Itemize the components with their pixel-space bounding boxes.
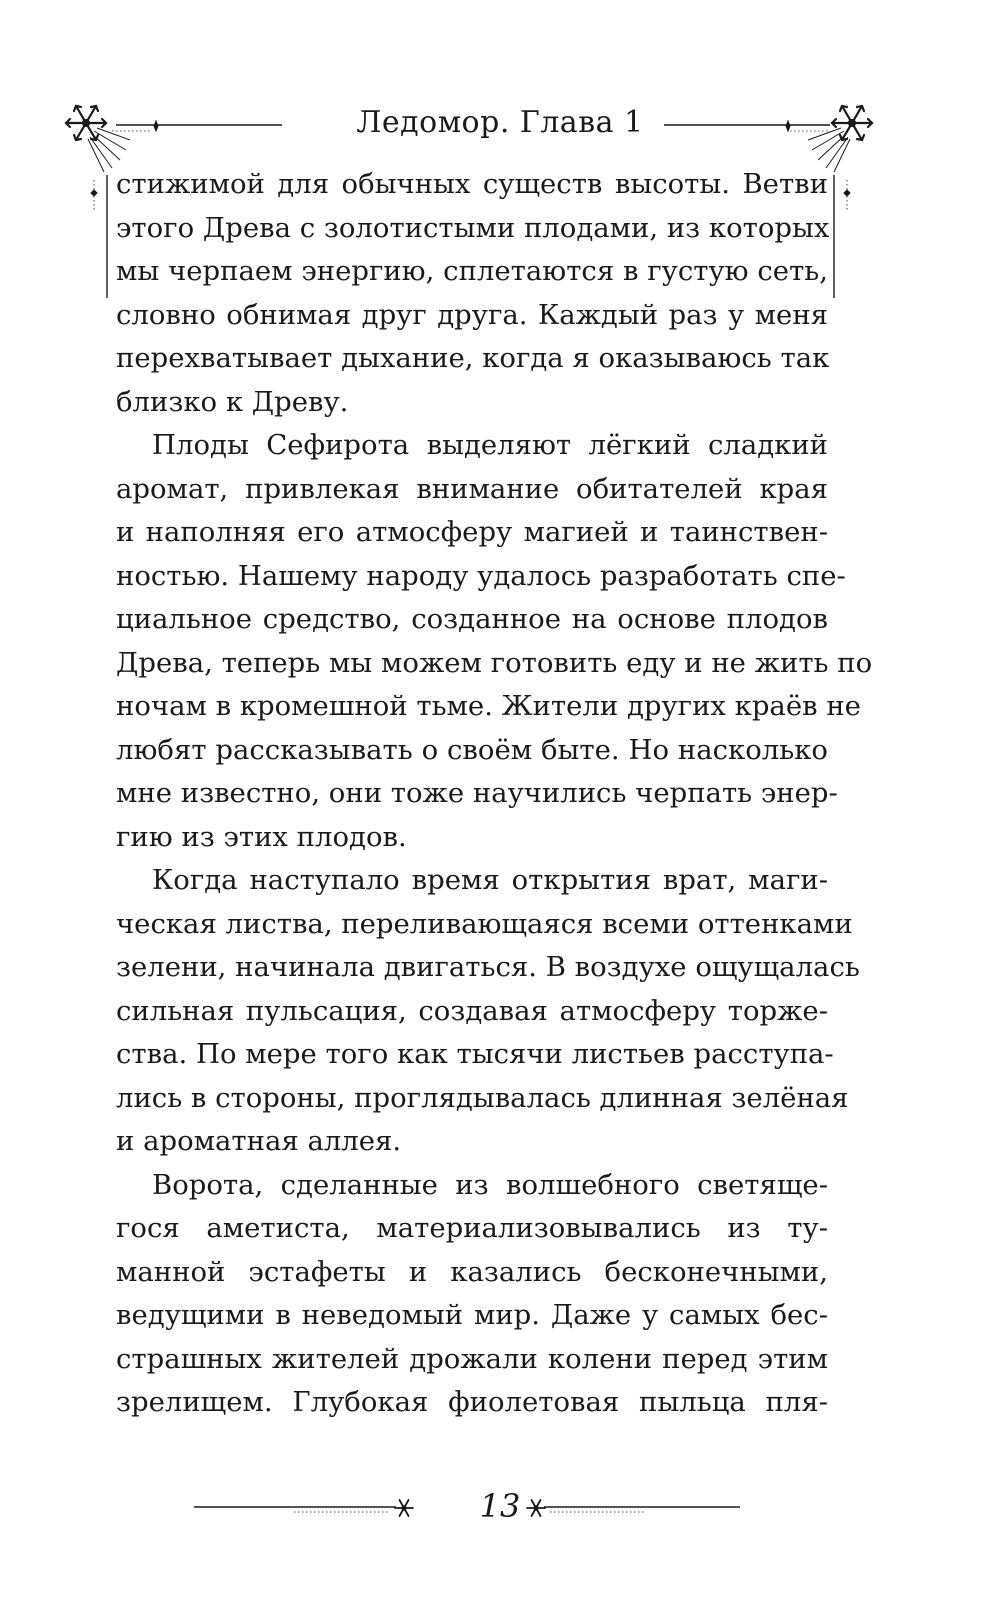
text-line: ческая листва, переливающаяся всеми оттенками xyxy=(116,907,853,940)
text-line: и наполняя его атмосферу магией и таинствен- xyxy=(116,516,828,548)
text-line: ностью. Нашему народу удалось разработать спе- xyxy=(116,559,846,592)
text-line: Плоды Сефирота выделяют лёгкий сладкий xyxy=(152,429,828,461)
side-rule-left xyxy=(91,175,107,298)
text-line: Ворота, сделанные из волшебного светяще- xyxy=(152,1168,828,1201)
text-line: ства. По мере того как тысячи листьев расступа- xyxy=(116,1038,834,1070)
text-line: манной эстафеты и казались бесконечными, xyxy=(116,1255,828,1288)
text-line: лись в стороны, проглядывалась длинная зелёная xyxy=(116,1081,849,1114)
text-line: ночам в кромешной тьме. Жители других краёв не xyxy=(116,690,861,722)
text-line: перехватывает дыхание, когда я оказываюсь так xyxy=(116,342,830,374)
paragraph xyxy=(116,859,860,1164)
text-line: гию из этих плодов. xyxy=(116,820,407,853)
text-line: аромат, привлекая внимание обитателей края xyxy=(116,472,828,505)
paragraph xyxy=(116,1164,828,1425)
chapter-text xyxy=(116,163,873,1425)
running-header: Ледомор. Глава 1 xyxy=(356,105,644,140)
text-line: этого Древа с золотистыми плодами, из которых xyxy=(116,211,830,244)
text-line: Когда наступало время открытия врат, маги- xyxy=(152,864,828,896)
text-line: зрелищем. Глубокая фиолетовая пыльца пля- xyxy=(116,1386,828,1418)
page-number: 13 xyxy=(479,1487,521,1525)
text-line: близко к Древу. xyxy=(116,385,349,418)
text-line: страшных жителей дрожали колени перед этим xyxy=(116,1342,828,1375)
text-line: словно обнимая друг друга. Каждый раз у меня xyxy=(116,298,828,331)
paragraph xyxy=(116,163,828,424)
text-line: зелени, начинала двигаться. В воздухе ощущалась xyxy=(116,951,860,983)
text-line: стижимой для обычных существ высоты. Ветви xyxy=(116,168,828,200)
text-line: мы черпаем энергию, сплетаются в густую сеть, xyxy=(116,255,828,287)
text-line: гося аметиста, материализовывались из ту- xyxy=(116,1212,828,1244)
text-line: сильная пульсация, создавая атмосферу торже- xyxy=(116,994,828,1027)
text-line: циальное средство, созданное на основе плодов xyxy=(116,603,828,635)
side-rule-right xyxy=(834,175,850,298)
text-line: ведущими в неведомый мир. Даже у самых бес- xyxy=(116,1299,828,1331)
text-line: Древа, теперь мы можем готовить еду и не жить по xyxy=(116,646,873,679)
text-line: и ароматная аллея. xyxy=(116,1125,402,1157)
text-line: мне известно, они тоже научились черпать энер- xyxy=(116,777,838,809)
paragraph xyxy=(116,424,873,859)
text-line: любят рассказывать о своём быте. Но насколько xyxy=(116,733,828,766)
